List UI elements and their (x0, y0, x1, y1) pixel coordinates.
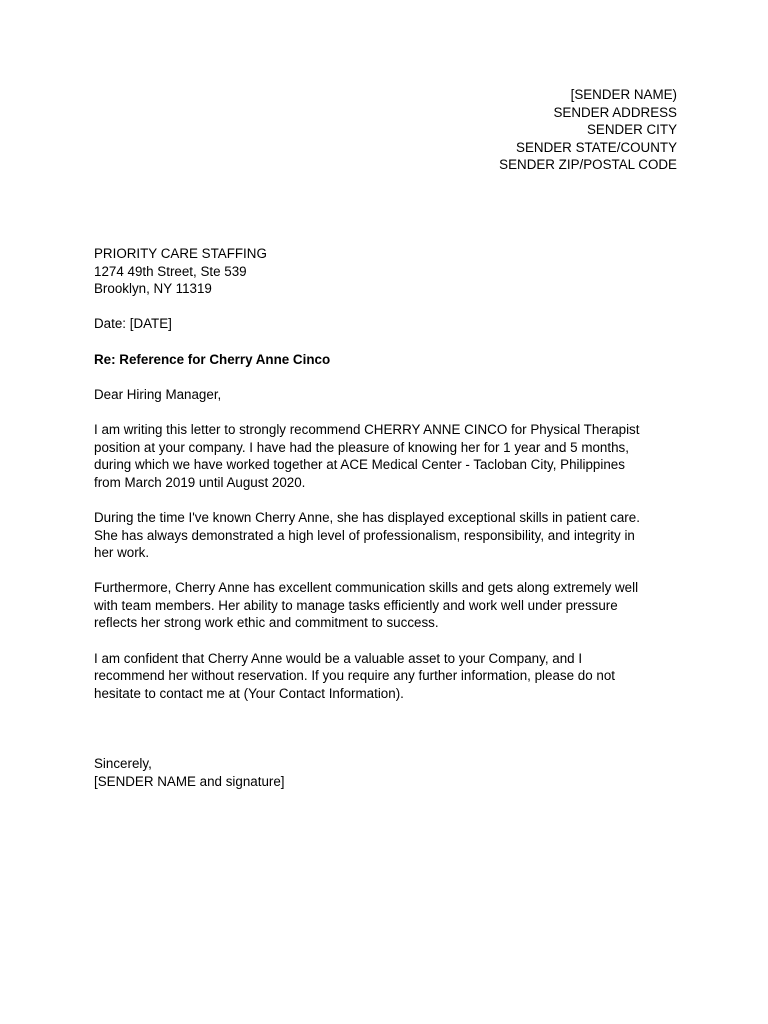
paragraph-line: During the time I've known Cherry Anne, she has displayed exceptional skills in patient care. (94, 509, 640, 525)
sender-name: [SENDER NAME) (570, 87, 677, 102)
paragraph-line: Furthermore, Cherry Anne has excellent communication skills and gets along extremely well (94, 580, 639, 596)
paragraph-1 (94, 421, 684, 491)
paragraph-4 (94, 650, 684, 703)
paragraph-line: her work. (94, 545, 150, 561)
recipient-company: PRIORITY CARE STAFFING (94, 246, 267, 261)
letter-body (94, 245, 684, 790)
paragraph-line: from March 2019 until August 2020. (94, 474, 306, 490)
paragraph-line: during which we have worked together at ACE Medical Center - Tacloban City, Philippines (94, 457, 625, 473)
sender-state: SENDER STATE/COUNTY (516, 139, 677, 155)
sender-city: SENDER CITY (586, 122, 677, 138)
paragraph-line: I am writing this letter to strongly recommend CHERRY ANNE CINCO for Physical Therapist (94, 421, 640, 437)
paragraph-line: with team members. Her ability to manage tasks efficiently and work well under pressure (94, 597, 618, 613)
paragraph-line: I am confident that Cherry Anne would be a valuable asset to your Company, and I (94, 650, 583, 666)
paragraph-line: recommend her without reservation. If you require any further information, please do not (94, 668, 616, 684)
salutation: Dear Hiring Manager, (94, 386, 222, 402)
paragraph-line: hesitate to contact me at (Your Contact Information). (94, 685, 404, 701)
recipient-street: 1274 49th Street, Ste 539 (94, 263, 247, 279)
recipient-block (94, 245, 684, 298)
paragraph-line: She has always demonstrated a high level of professionalism, responsibility, and integrity in (94, 527, 635, 543)
sender-address-block (499, 86, 677, 174)
signature: [SENDER NAME and signature] (94, 773, 285, 789)
date-line: Date: [DATE] (94, 316, 172, 332)
subject-line: Re: Reference for Cherry Anne Cinco (94, 351, 331, 367)
paragraph-line: position at your company. I have had the pleasure of knowing her for 1 year and 5 months, (94, 439, 629, 455)
paragraph-2 (94, 509, 684, 562)
sender-address: SENDER ADDRESS (553, 104, 677, 120)
recipient-city-state-zip: Brooklyn, NY 11319 (94, 281, 212, 297)
paragraph-line: reflects her strong work ethic and commitment to success. (94, 615, 439, 631)
paragraph-3 (94, 579, 684, 632)
sender-zip: SENDER ZIP/POSTAL CODE (499, 157, 677, 173)
closing: Sincerely, (94, 756, 152, 772)
